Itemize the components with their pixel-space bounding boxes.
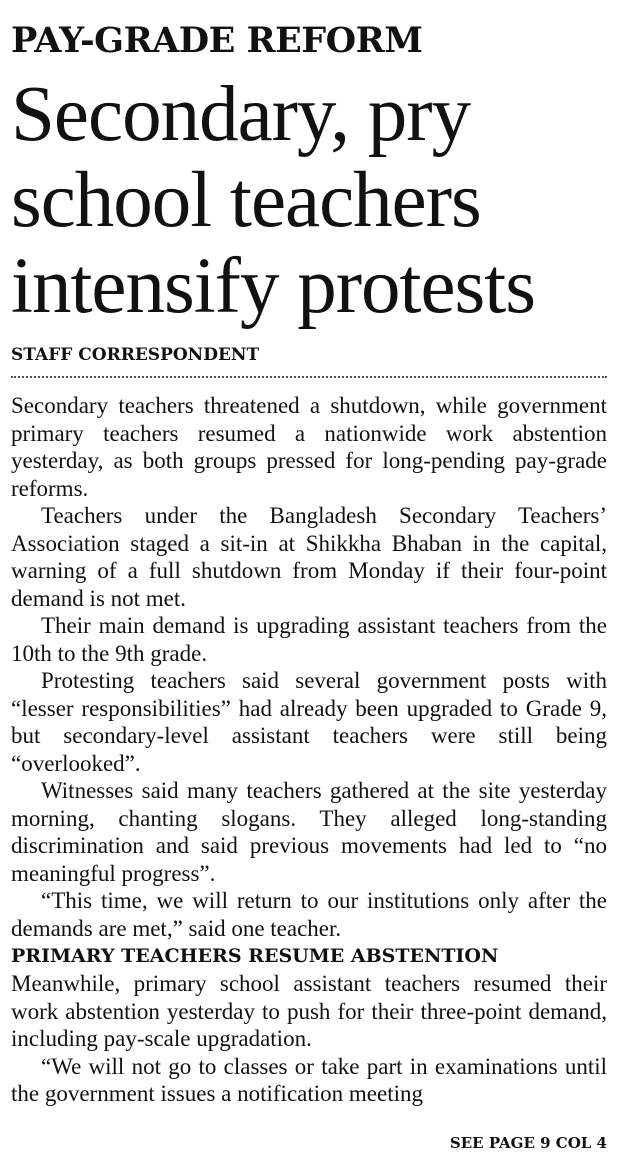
paragraph: Secondary teachers threatened a shutdown, while government primary teachers resumed a nationwide work abstention yesterday, as both groups pressed for long-pending pay-grade reforms.	[11, 393, 607, 501]
paragraph: Witnesses said many teachers gathered at the site yesterday morning, chanting slogans. They alleged long-standing discrimination and said previous movements had led to “no meaningful progress”.	[11, 778, 607, 886]
headline	[11, 72, 607, 330]
subhead: PRIMARY TEACHERS RESUME ABSTENTION	[11, 945, 499, 967]
headline-line-3: intensify protests	[11, 243, 535, 330]
paragraph: Protesting teachers said several government posts with “lesser responsibilities” had already been upgraded to Grade 9, but secondary-level assistant teachers were still being “overlooked”.	[11, 668, 607, 776]
byline: STAFF CORRESPONDENT	[11, 345, 260, 365]
paragraph: Their main demand is upgrading assistant teachers from the 10th to the 9th grade.	[11, 613, 607, 666]
continuation-jump: SEE PAGE 9 COL 4	[449, 1134, 607, 1152]
article-body	[11, 392, 607, 1108]
dotted-divider	[11, 376, 607, 378]
kicker: PAY-GRADE REFORM	[11, 20, 423, 61]
paragraph: Teachers under the Bangladesh Secondary Teachers’ Association staged a sit-in at Shikkha Bhaban in the capital, warning of a full shutdown from Monday if their four-point demand is not met.	[11, 503, 607, 611]
headline-line-2: school teachers	[11, 157, 481, 244]
news-article	[11, 18, 607, 1108]
headline-line-1: Secondary, pry	[11, 71, 471, 158]
paragraph: “We will not go to classes or take part in examinations until the government issues a notification meeting	[11, 1053, 607, 1106]
paragraph: “This time, we will return to our institutions only after the demands are met,” said one teacher.	[11, 888, 607, 941]
paragraph: Meanwhile, primary school assistant teachers resumed their work abstention yesterday to push for their three-point demand, including pay-scale upgradation.	[11, 971, 607, 1051]
